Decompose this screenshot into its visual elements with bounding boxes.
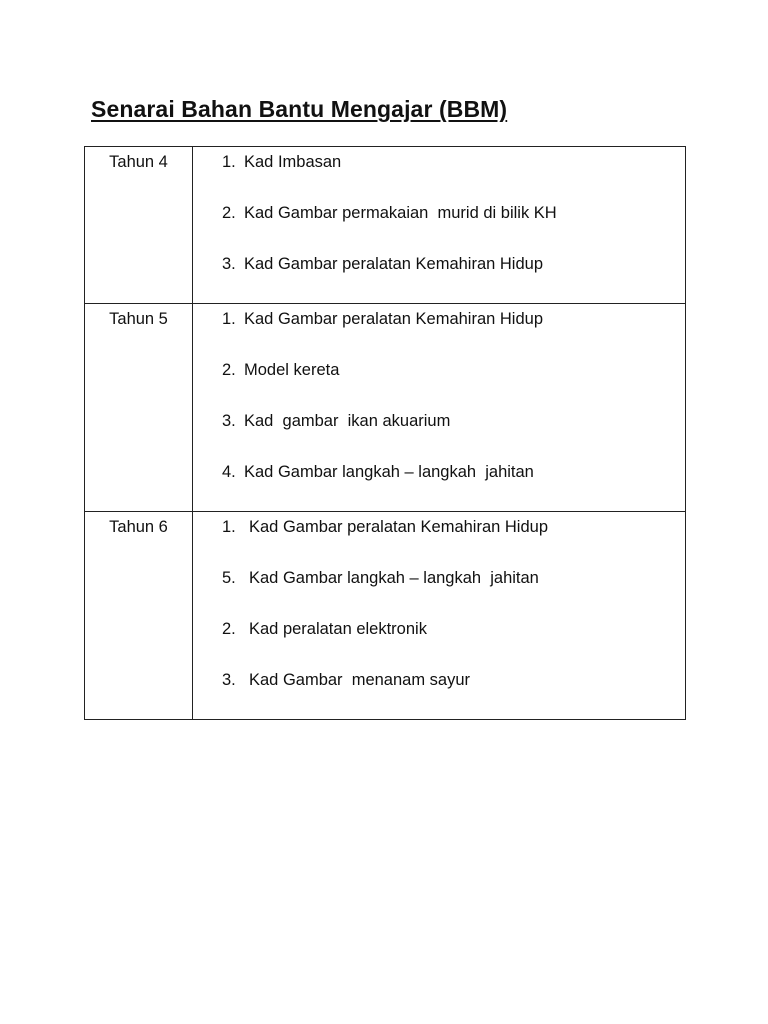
item-number: 1. <box>222 153 236 171</box>
item-number: 2. <box>222 204 236 222</box>
item-text: Model kereta <box>244 361 340 379</box>
list-item <box>222 359 685 410</box>
item-list <box>222 308 685 501</box>
list-item <box>222 669 685 709</box>
item-number: 3. <box>222 671 236 689</box>
items-cell <box>193 147 686 304</box>
item-text: Kad Imbasan <box>244 153 342 171</box>
item-text: Kad Gambar peralatan Kemahiran Hidup <box>249 518 549 536</box>
item-text: Kad Gambar langkah – langkah jahitan <box>244 463 534 481</box>
item-text: Kad Gambar peralatan Kemahiran Hidup <box>244 310 544 328</box>
bbm-table <box>84 146 686 720</box>
table-row-tahun-5 <box>85 304 686 512</box>
list-item <box>222 461 685 501</box>
item-number: 1. <box>222 518 236 536</box>
list-item <box>222 308 685 359</box>
list-item <box>222 567 685 618</box>
list-item <box>222 516 685 567</box>
year-label: Tahun 6 <box>109 518 168 536</box>
item-number: 2. <box>222 361 236 379</box>
table-row-tahun-6 <box>85 512 686 720</box>
item-text: Kad Gambar langkah – langkah jahitan <box>249 569 539 587</box>
item-number: 3. <box>222 412 236 430</box>
list-item <box>222 202 685 253</box>
list-item <box>222 410 685 461</box>
item-number: 3. <box>222 255 236 273</box>
items-cell <box>193 304 686 512</box>
item-number: 1. <box>222 310 236 328</box>
item-number: 2. <box>222 620 236 638</box>
table-row-tahun-4 <box>85 147 686 304</box>
page-title: Senarai Bahan Bantu Mengajar (BBM) <box>91 96 508 122</box>
item-text: Kad peralatan elektronik <box>249 620 427 638</box>
item-text: Kad Gambar permakaian murid di bilik KH <box>244 204 557 222</box>
items-cell <box>193 512 686 720</box>
list-item <box>222 151 685 202</box>
year-label: Tahun 4 <box>109 153 168 171</box>
item-number: 4. <box>222 463 236 481</box>
item-number: 5. <box>222 569 236 587</box>
year-cell <box>85 512 193 720</box>
list-item <box>222 253 685 293</box>
list-item <box>222 618 685 669</box>
item-text: Kad gambar ikan akuarium <box>244 412 451 430</box>
item-text: Kad Gambar menanam sayur <box>249 671 471 689</box>
item-list <box>222 516 685 709</box>
item-list <box>222 151 685 293</box>
year-label: Tahun 5 <box>109 310 168 328</box>
year-cell <box>85 304 193 512</box>
item-text: Kad Gambar peralatan Kemahiran Hidup <box>244 255 544 273</box>
year-cell <box>85 147 193 304</box>
